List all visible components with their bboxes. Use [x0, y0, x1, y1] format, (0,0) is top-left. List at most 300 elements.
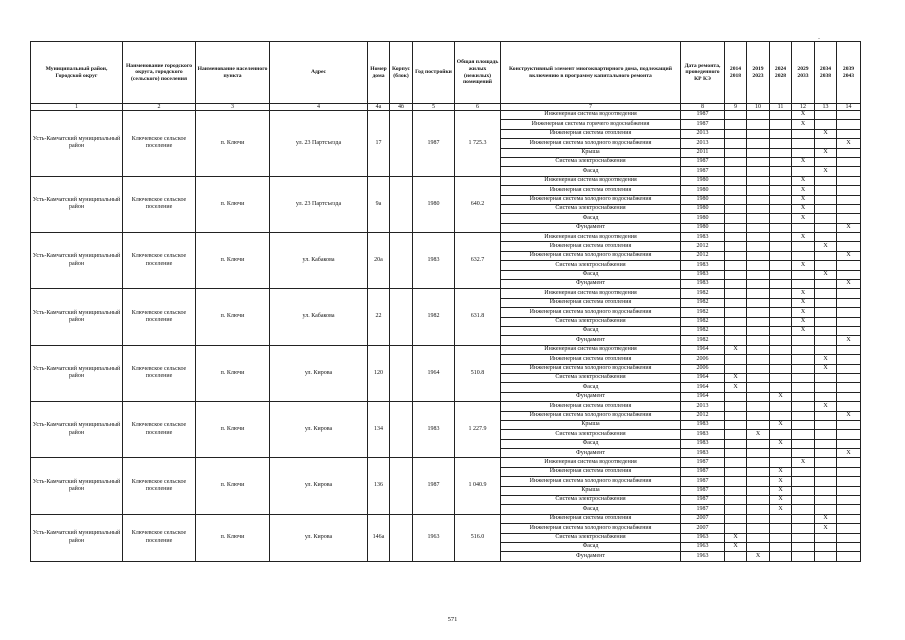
period-mark-cell	[747, 129, 770, 138]
period-mark-cell	[747, 204, 770, 213]
period-mark-cell: X	[792, 233, 815, 242]
street-cell: ул. 23 Партсъезда	[270, 111, 368, 177]
period-mark-cell	[725, 411, 747, 420]
repair-date-cell: 1982	[681, 289, 725, 298]
build-year-cell: 1983	[413, 233, 455, 289]
district-cell: Усть-Камчатский муниципальный район	[31, 111, 123, 177]
period-mark-cell	[747, 214, 770, 223]
column-index: 8	[681, 104, 725, 111]
repair-date-cell: 1983	[681, 261, 725, 270]
element-name-cell: Инженерная система холодного водоснабжения	[501, 308, 681, 317]
repair-date-cell: 1980	[681, 186, 725, 195]
period-mark-cell	[747, 195, 770, 204]
period-mark-cell: X	[792, 111, 815, 120]
period-mark-cell	[837, 195, 861, 204]
period-mark-cell	[837, 345, 861, 354]
block-cell	[390, 345, 413, 401]
column-index: 1	[31, 104, 123, 111]
element-name-cell: Инженерная система отопления	[501, 242, 681, 251]
period-mark-cell	[747, 542, 770, 551]
period-mark-cell	[815, 233, 837, 242]
period-mark-cell	[815, 336, 837, 345]
period-mark-cell: X	[815, 524, 837, 533]
period-mark-cell	[815, 439, 837, 448]
period-mark-cell	[747, 176, 770, 185]
block-cell	[390, 176, 413, 232]
period-mark-cell	[792, 270, 815, 279]
district-cell: Усть-Камчатский муниципальный район	[31, 176, 123, 232]
period-mark-cell: X	[792, 195, 815, 204]
period-mark-cell	[792, 345, 815, 354]
settlement-cell: Ключевское сельское поселение	[123, 233, 196, 289]
period-mark-cell	[792, 411, 815, 420]
period-mark-cell	[747, 524, 770, 533]
period-mark-cell	[725, 336, 747, 345]
period-mark-cell: X	[725, 542, 747, 551]
element-name-cell: Фасад	[501, 326, 681, 335]
table-header	[31, 42, 861, 111]
period-mark-cell: X	[770, 486, 792, 495]
period-mark-cell: X	[837, 336, 861, 345]
period-mark-cell	[815, 120, 837, 129]
period-mark-cell	[792, 533, 815, 542]
period-mark-cell	[837, 233, 861, 242]
repair-date-cell: 1980	[681, 176, 725, 185]
period-mark-cell	[815, 317, 837, 326]
block-cell	[390, 514, 413, 561]
locality-cell: п. Ключи	[196, 514, 270, 561]
period-mark-cell	[770, 298, 792, 307]
period-mark-cell	[792, 364, 815, 373]
period-mark-cell	[725, 496, 747, 505]
period-mark-cell	[815, 383, 837, 392]
column-index: 12	[792, 104, 815, 111]
period-mark-cell	[725, 204, 747, 213]
column-header: 2019 2023	[747, 42, 770, 104]
repair-date-cell: 1964	[681, 345, 725, 354]
period-mark-cell	[747, 223, 770, 232]
column-index: 2	[123, 104, 196, 111]
period-mark-cell	[725, 505, 747, 514]
locality-cell: п. Ключи	[196, 111, 270, 177]
period-mark-cell	[770, 214, 792, 223]
column-index: 6	[455, 104, 501, 111]
element-name-cell: Система электроснабжения	[501, 157, 681, 166]
period-mark-cell	[747, 496, 770, 505]
period-mark-cell	[747, 139, 770, 148]
element-name-cell: Система электроснабжения	[501, 373, 681, 382]
period-mark-cell	[747, 411, 770, 420]
period-mark-cell	[725, 355, 747, 364]
element-name-cell: Инженерная система отопления	[501, 129, 681, 138]
period-mark-cell: X	[792, 157, 815, 166]
element-name-cell: Инженерная система холодного водоснабжения	[501, 139, 681, 148]
period-mark-cell	[725, 298, 747, 307]
period-mark-cell: X	[815, 167, 837, 176]
period-mark-cell: X	[792, 186, 815, 195]
period-mark-cell: X	[792, 289, 815, 298]
column-header: 2024 2028	[770, 42, 792, 104]
period-mark-cell	[837, 533, 861, 542]
period-mark-cell	[770, 533, 792, 542]
period-mark-cell: X	[725, 533, 747, 542]
period-mark-cell	[747, 251, 770, 260]
element-name-cell: Инженерная система отопления	[501, 355, 681, 364]
period-mark-cell	[815, 477, 837, 486]
period-mark-cell: X	[792, 326, 815, 335]
period-mark-cell	[837, 402, 861, 411]
scan-mark: -	[818, 36, 820, 42]
element-name-cell: Инженерная система отопления	[501, 467, 681, 476]
period-mark-cell	[725, 111, 747, 120]
element-name-cell: Фасад	[501, 383, 681, 392]
period-mark-cell	[837, 157, 861, 166]
period-mark-cell	[725, 157, 747, 166]
period-mark-cell	[792, 373, 815, 382]
period-mark-cell	[815, 280, 837, 289]
period-mark-cell: X	[770, 439, 792, 448]
period-mark-cell	[747, 270, 770, 279]
element-name-cell: Инженерная система водоотведения	[501, 289, 681, 298]
page-number: 571	[447, 616, 458, 623]
period-mark-cell	[815, 533, 837, 542]
element-name-cell: Фундамент	[501, 223, 681, 232]
period-mark-cell	[792, 139, 815, 148]
period-mark-cell	[725, 392, 747, 401]
column-index: 10	[747, 104, 770, 111]
area-cell: 1 040.9	[455, 458, 501, 514]
repair-date-cell: 1980	[681, 204, 725, 213]
period-mark-cell	[837, 317, 861, 326]
period-mark-cell	[747, 242, 770, 251]
period-mark-cell	[837, 486, 861, 495]
repair-date-cell: 2012	[681, 411, 725, 420]
period-mark-cell	[815, 449, 837, 458]
period-mark-cell	[770, 186, 792, 195]
period-mark-cell	[747, 477, 770, 486]
period-mark-cell	[770, 176, 792, 185]
build-year-cell: 1983	[413, 402, 455, 458]
repair-date-cell: 1983	[681, 233, 725, 242]
period-mark-cell	[747, 157, 770, 166]
period-mark-cell	[747, 261, 770, 270]
block-cell	[390, 458, 413, 514]
block-cell	[390, 402, 413, 458]
element-name-cell: Система электроснабжения	[501, 317, 681, 326]
period-mark-cell	[792, 542, 815, 551]
period-mark-cell: X	[770, 496, 792, 505]
period-mark-cell	[770, 524, 792, 533]
period-mark-cell	[770, 345, 792, 354]
street-cell: ул. Кирова	[270, 345, 368, 401]
column-index: 14	[837, 104, 861, 111]
period-mark-cell	[837, 326, 861, 335]
table-body	[31, 111, 861, 562]
period-mark-cell	[725, 486, 747, 495]
table-row	[31, 233, 861, 242]
repair-date-cell: 1987	[681, 496, 725, 505]
area-cell: 1 227.9	[455, 402, 501, 458]
period-mark-cell	[747, 167, 770, 176]
period-mark-cell	[837, 467, 861, 476]
period-mark-cell	[747, 486, 770, 495]
period-mark-cell	[770, 223, 792, 232]
period-mark-cell: X	[815, 514, 837, 523]
period-mark-cell	[792, 355, 815, 364]
settlement-cell: Ключевское сельское поселение	[123, 111, 196, 177]
period-mark-cell	[770, 317, 792, 326]
period-mark-cell: X	[725, 345, 747, 354]
settlement-cell: Ключевское сельское поселение	[123, 289, 196, 345]
period-mark-cell	[837, 392, 861, 401]
period-mark-cell	[837, 542, 861, 551]
period-mark-cell	[815, 308, 837, 317]
column-header: Адрес	[270, 42, 368, 104]
element-name-cell: Фасад	[501, 505, 681, 514]
period-mark-cell	[837, 120, 861, 129]
period-mark-cell	[747, 467, 770, 476]
period-mark-cell	[837, 514, 861, 523]
repair-date-cell: 1964	[681, 392, 725, 401]
locality-cell: п. Ключи	[196, 345, 270, 401]
period-mark-cell	[725, 289, 747, 298]
house-number-cell: 146а	[368, 514, 390, 561]
period-mark-cell	[725, 458, 747, 467]
period-mark-cell	[770, 280, 792, 289]
period-mark-cell	[815, 326, 837, 335]
period-mark-cell	[815, 195, 837, 204]
locality-cell: п. Ключи	[196, 458, 270, 514]
period-mark-cell	[747, 420, 770, 429]
column-header: Наименование населенного пункта	[196, 42, 270, 104]
period-mark-cell	[770, 308, 792, 317]
repair-date-cell: 2007	[681, 514, 725, 523]
repair-date-cell: 1982	[681, 317, 725, 326]
locality-cell: п. Ключи	[196, 233, 270, 289]
period-mark-cell	[747, 505, 770, 514]
period-mark-cell	[747, 336, 770, 345]
build-year-cell: 1982	[413, 289, 455, 345]
column-index: 11	[770, 104, 792, 111]
period-mark-cell	[747, 514, 770, 523]
period-mark-cell	[792, 392, 815, 401]
block-cell	[390, 289, 413, 345]
period-mark-cell	[837, 308, 861, 317]
period-mark-cell	[792, 223, 815, 232]
repair-date-cell: 1980	[681, 195, 725, 204]
period-mark-cell	[770, 204, 792, 213]
period-mark-cell	[770, 129, 792, 138]
column-header: Дата ремонта, проведенного КР КЭ	[681, 42, 725, 104]
period-mark-cell	[837, 373, 861, 382]
period-mark-cell	[725, 195, 747, 204]
period-mark-cell	[725, 233, 747, 242]
period-mark-cell	[815, 223, 837, 232]
period-mark-cell	[747, 364, 770, 373]
period-mark-cell: X	[815, 242, 837, 251]
build-year-cell: 1964	[413, 345, 455, 401]
element-name-cell: Фасад	[501, 439, 681, 448]
element-name-cell: Крыша	[501, 486, 681, 495]
build-year-cell: 1963	[413, 514, 455, 561]
element-name-cell: Фасад	[501, 214, 681, 223]
build-year-cell: 1980	[413, 176, 455, 232]
repair-date-cell: 1980	[681, 214, 725, 223]
element-name-cell: Фундамент	[501, 449, 681, 458]
period-mark-cell: X	[837, 251, 861, 260]
element-name-cell: Инженерная система водоотведения	[501, 233, 681, 242]
column-header: Наименование городского округа, городского (сельского) поселения	[123, 42, 196, 104]
table-row	[31, 514, 861, 523]
period-mark-cell	[725, 402, 747, 411]
period-mark-cell	[770, 355, 792, 364]
repair-date-cell: 1982	[681, 298, 725, 307]
repair-date-cell: 1982	[681, 308, 725, 317]
period-mark-cell: X	[815, 129, 837, 138]
period-mark-cell	[747, 449, 770, 458]
repair-date-cell: 1982	[681, 336, 725, 345]
table-row	[31, 458, 861, 467]
period-mark-cell	[792, 167, 815, 176]
element-name-cell: Инженерная система водоотведения	[501, 111, 681, 120]
period-mark-cell: X	[837, 280, 861, 289]
period-mark-cell	[770, 270, 792, 279]
table-row	[31, 345, 861, 354]
period-mark-cell	[725, 186, 747, 195]
repair-date-cell: 2013	[681, 402, 725, 411]
element-name-cell: Инженерная система отопления	[501, 514, 681, 523]
table-row	[31, 176, 861, 185]
repair-date-cell: 1987	[681, 458, 725, 467]
district-cell: Усть-Камчатский муниципальный район	[31, 289, 123, 345]
period-mark-cell: X	[837, 449, 861, 458]
repair-date-cell: 1987	[681, 111, 725, 120]
element-name-cell: Крыша	[501, 420, 681, 429]
period-mark-cell: X	[725, 383, 747, 392]
period-mark-cell	[770, 289, 792, 298]
element-name-cell: Система электроснабжения	[501, 204, 681, 213]
repair-date-cell: 2007	[681, 524, 725, 533]
repair-date-cell: 1987	[681, 467, 725, 476]
element-name-cell: Фундамент	[501, 280, 681, 289]
period-mark-cell: X	[792, 204, 815, 213]
settlement-cell: Ключевское сельское поселение	[123, 402, 196, 458]
period-mark-cell	[792, 242, 815, 251]
street-cell: ул. Кирова	[270, 458, 368, 514]
column-index: 3	[196, 104, 270, 111]
period-mark-cell	[770, 233, 792, 242]
element-name-cell: Система электроснабжения	[501, 496, 681, 505]
period-mark-cell	[725, 439, 747, 448]
period-mark-cell: X	[792, 298, 815, 307]
district-cell: Усть-Камчатский муниципальный район	[31, 345, 123, 401]
table-row	[31, 402, 861, 411]
column-header: Муниципальный район, Городской округ	[31, 42, 123, 104]
period-mark-cell	[747, 402, 770, 411]
period-mark-cell	[725, 280, 747, 289]
district-cell: Усть-Камчатский муниципальный район	[31, 402, 123, 458]
build-year-cell: 1987	[413, 111, 455, 177]
period-mark-cell	[770, 373, 792, 382]
element-name-cell: Система электроснабжения	[501, 430, 681, 439]
period-mark-cell	[747, 317, 770, 326]
period-mark-cell	[770, 542, 792, 551]
period-mark-cell	[815, 261, 837, 270]
period-mark-cell	[837, 383, 861, 392]
period-mark-cell	[747, 186, 770, 195]
period-mark-cell	[815, 157, 837, 166]
period-mark-cell	[725, 167, 747, 176]
period-mark-cell: X	[770, 392, 792, 401]
period-mark-cell	[725, 148, 747, 157]
column-index: 7	[501, 104, 681, 111]
period-mark-cell	[725, 139, 747, 148]
repair-date-cell: 1987	[681, 505, 725, 514]
street-cell: ул. 23 Партсъезда	[270, 176, 368, 232]
period-mark-cell: X	[770, 467, 792, 476]
period-mark-cell	[837, 242, 861, 251]
period-mark-cell	[792, 336, 815, 345]
period-mark-cell	[837, 524, 861, 533]
area-cell: 640.2	[455, 176, 501, 232]
period-mark-cell	[837, 458, 861, 467]
repair-date-cell: 1987	[681, 167, 725, 176]
period-mark-cell: X	[837, 223, 861, 232]
period-mark-cell	[792, 514, 815, 523]
period-mark-cell	[792, 486, 815, 495]
street-cell: ул. Кабакова	[270, 289, 368, 345]
period-mark-cell	[792, 496, 815, 505]
period-mark-cell	[770, 242, 792, 251]
capital-repair-register-table	[30, 41, 861, 562]
period-mark-cell	[837, 298, 861, 307]
period-mark-cell: X	[815, 148, 837, 157]
period-mark-cell: X	[792, 176, 815, 185]
period-mark-cell	[815, 430, 837, 439]
period-mark-cell	[770, 251, 792, 260]
period-mark-cell	[747, 298, 770, 307]
settlement-cell: Ключевское сельское поселение	[123, 176, 196, 232]
period-mark-cell	[725, 552, 747, 561]
area-cell: 1 725.3	[455, 111, 501, 177]
period-mark-cell	[792, 420, 815, 429]
period-mark-cell	[792, 251, 815, 260]
period-mark-cell	[815, 214, 837, 223]
column-header: 2034 2038	[815, 42, 837, 104]
repair-date-cell: 2012	[681, 242, 725, 251]
repair-date-cell: 1987	[681, 477, 725, 486]
period-mark-cell	[725, 214, 747, 223]
column-header: Конструктивный элемент многоквартирного дома, подлежащий включению в программу капитального ремонта	[501, 42, 681, 104]
district-cell: Усть-Камчатский муниципальный район	[31, 233, 123, 289]
period-mark-cell	[747, 355, 770, 364]
period-mark-cell	[837, 204, 861, 213]
element-name-cell: Инженерная система холодного водоснабжения	[501, 251, 681, 260]
element-name-cell: Фундамент	[501, 552, 681, 561]
column-index: 4	[270, 104, 368, 111]
house-number-cell: 20а	[368, 233, 390, 289]
period-mark-cell	[837, 430, 861, 439]
repair-date-cell: 1983	[681, 420, 725, 429]
period-mark-cell	[770, 364, 792, 373]
period-mark-cell: X	[792, 458, 815, 467]
period-mark-cell	[725, 317, 747, 326]
repair-date-cell: 2013	[681, 129, 725, 138]
element-name-cell: Инженерная система холодного водоснабжения	[501, 195, 681, 204]
period-mark-cell	[815, 542, 837, 551]
column-index-row	[31, 104, 861, 111]
period-mark-cell	[792, 280, 815, 289]
